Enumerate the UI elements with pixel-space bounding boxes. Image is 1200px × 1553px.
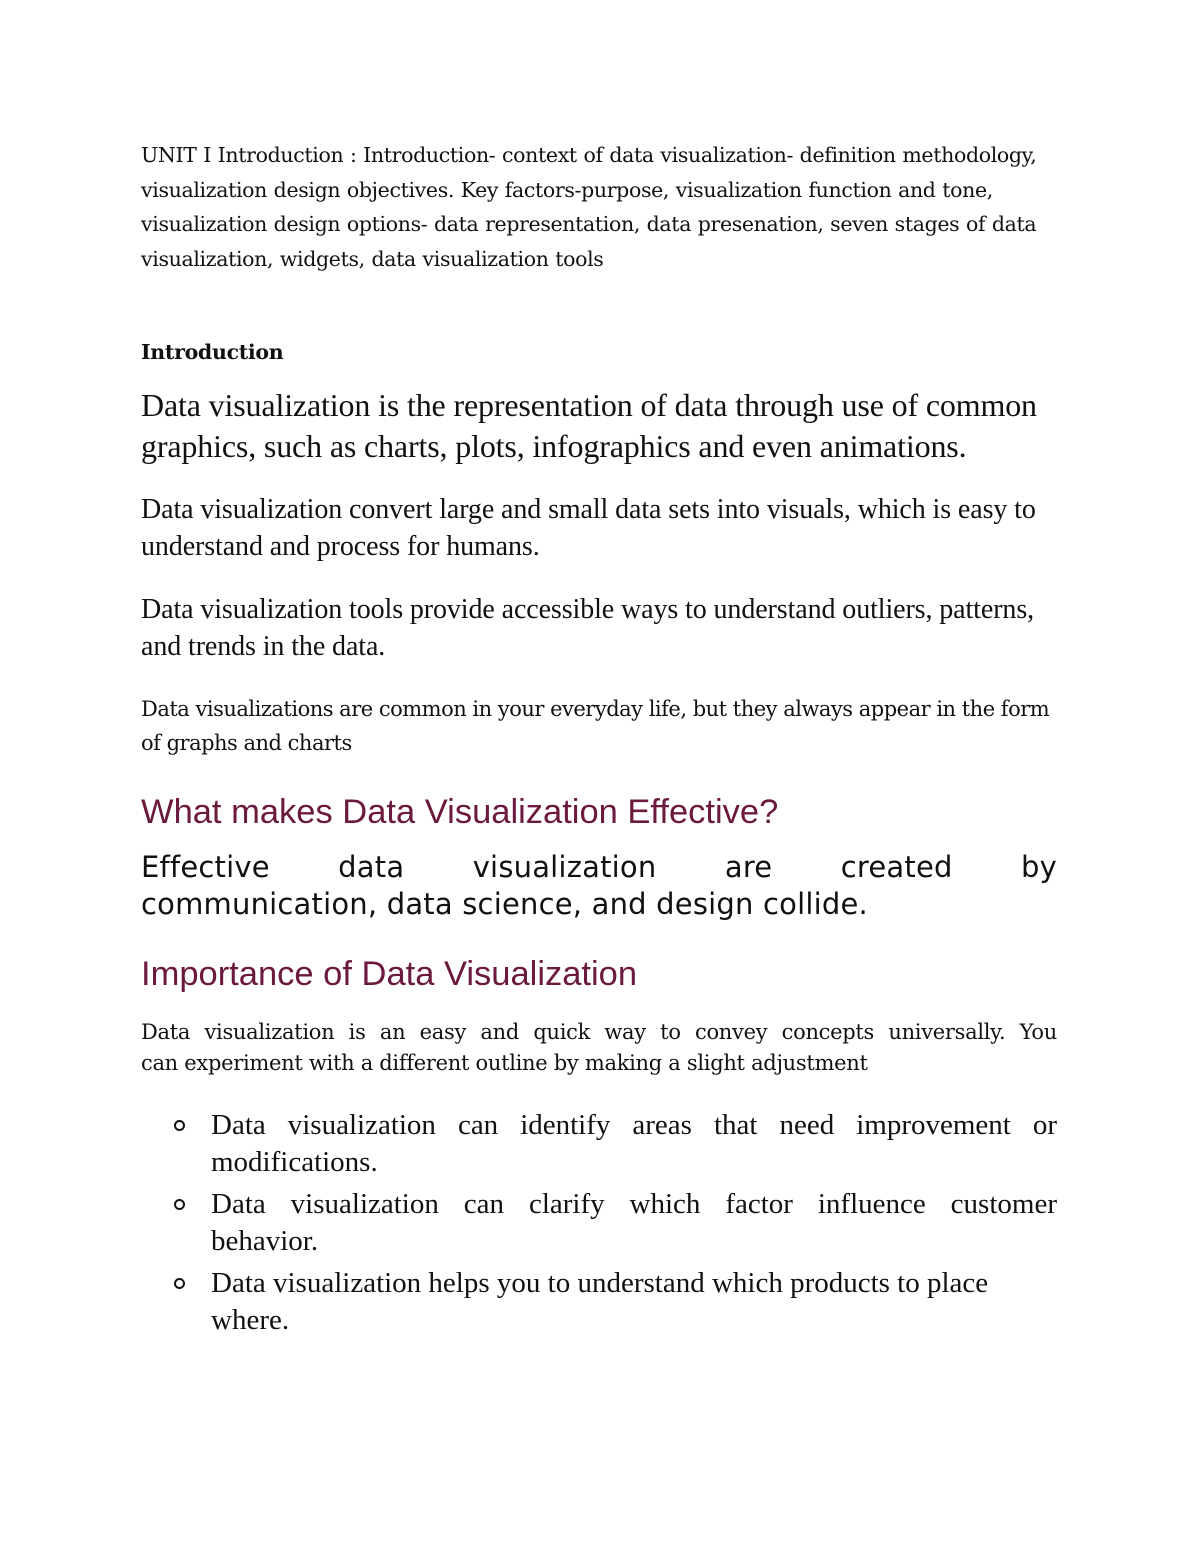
list-item xyxy=(141,1107,1057,1180)
document-page xyxy=(141,138,1057,1344)
effective-paragraph-line-2: communication, data science, and design collide. xyxy=(141,887,868,921)
intro-lead-paragraph: Data visualization is the representation of data through use of common graphics, such as charts, plots, infographics and even animations. xyxy=(141,387,1037,464)
hollow-circle-bullet-icon xyxy=(174,1278,185,1289)
list-item-line-1: Data visualization can clarify which factor influence customer xyxy=(211,1188,1057,1220)
importance-paragraph-line-2: can experiment with a different outline by making a slight adjustment xyxy=(141,1051,868,1075)
list-item-line-1: Data visualization helps you to understand which products to place xyxy=(211,1267,989,1299)
heading-importance: Importance of Data Visualization xyxy=(141,955,638,993)
hollow-circle-bullet-icon xyxy=(174,1199,185,1210)
list-item xyxy=(141,1186,1057,1259)
section-label-introduction: Introduction xyxy=(141,340,284,364)
importance-paragraph xyxy=(141,1017,1057,1079)
effective-paragraph xyxy=(141,849,1057,923)
list-item-line-1: Data visualization can identify areas that need improvement or xyxy=(211,1109,1057,1141)
intro-paragraph-1: Data visualization convert large and small data sets into visuals, which is easy to understand and process for humans. xyxy=(141,494,1036,562)
intro-paragraph-3: Data visualizations are common in your everyday life, but they always appear in the form of graphs and charts xyxy=(141,697,1050,755)
hollow-circle-bullet-icon xyxy=(174,1120,185,1131)
intro-paragraph-2: Data visualization tools provide accessible ways to understand outliers, patterns, and trends in the data. xyxy=(141,594,1035,662)
list-item-line-2: modifications. xyxy=(211,1145,378,1178)
effective-paragraph-line-1: Effective data visualization are created by xyxy=(141,850,1057,884)
list-item-line-2: behavior. xyxy=(211,1224,319,1257)
unit-summary: UNIT I Introduction : Introduction- context of data visualization- definition methodology, visualization design objectives. Key factors-purpose, visualization function and tone, visualization design options- data representation, data presenation, seven stages of data visualization, widgets, data visualization tools xyxy=(141,143,1037,271)
heading-effective: What makes Data Visualization Effective? xyxy=(141,793,779,831)
list-item xyxy=(141,1265,1057,1338)
importance-bullet-list xyxy=(141,1107,1057,1338)
list-item-line-2: where. xyxy=(211,1303,290,1336)
importance-paragraph-line-1: Data visualization is an easy and quick way to convey concepts universally. You xyxy=(141,1020,1057,1044)
